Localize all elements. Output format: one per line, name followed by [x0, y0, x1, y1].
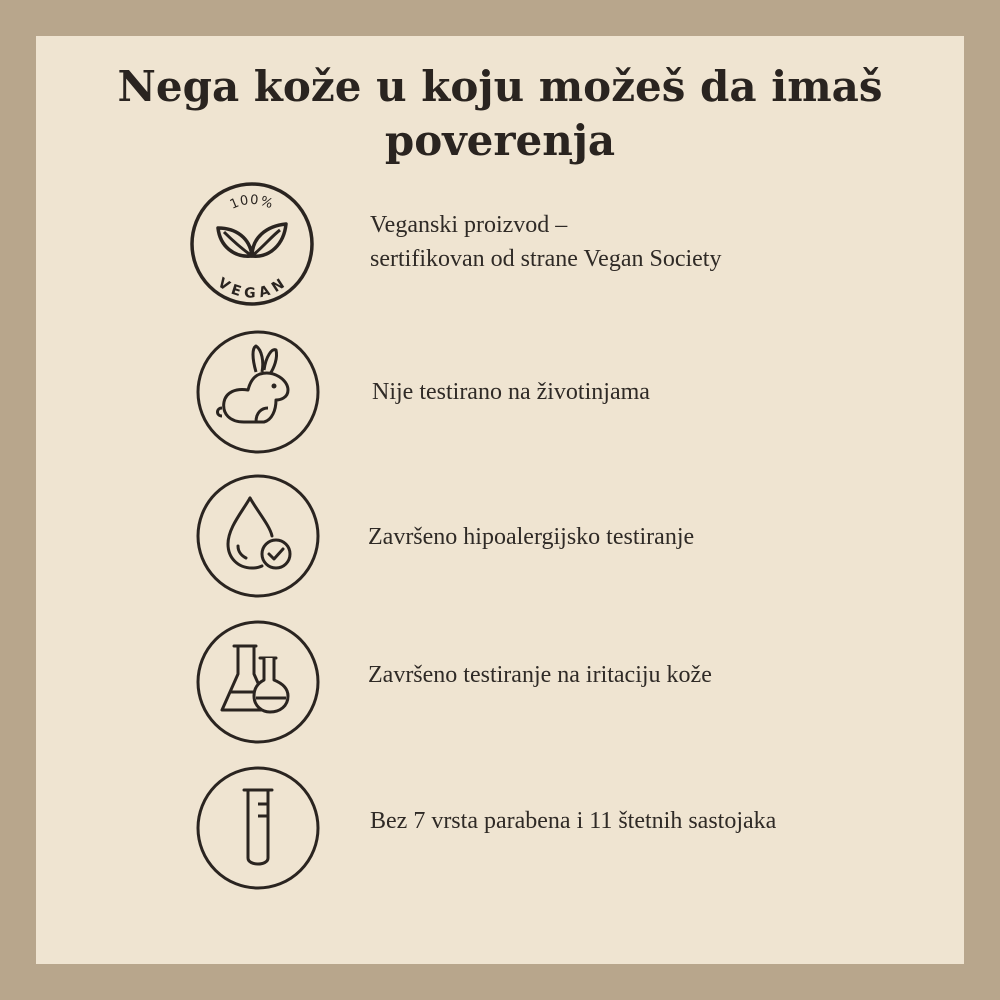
feature-text-vegan	[370, 208, 721, 276]
feature-text-hypoallergenic	[368, 520, 694, 554]
feature-text-cruelty-free	[372, 375, 650, 409]
feature-line: Završeno hipoalergijsko testiranje	[368, 524, 695, 550]
feature-line: Nije testirano na životinjama	[372, 379, 650, 405]
lab-flasks-icon	[194, 618, 322, 746]
test-tube-icon	[194, 764, 322, 892]
badge-bottom-text: VEGAN	[214, 275, 290, 302]
vegan-badge-icon	[188, 180, 316, 308]
rabbit-icon	[194, 328, 322, 456]
title-line-2: poverenja	[384, 116, 616, 165]
feature-line: Bez 7 vrsta parabena i 11 štetnih sastojaka	[370, 808, 777, 834]
droplet-check-icon	[194, 472, 322, 600]
page-title	[0, 60, 1000, 168]
feature-line: sertifikovan od strane Vegan Society	[370, 246, 722, 272]
svg-text:100%	[228, 193, 276, 213]
feature-line: Veganski proizvod –	[370, 212, 568, 238]
feature-text-parabens	[370, 804, 776, 838]
badge-top-text: 100%	[227, 192, 276, 213]
feature-text-skin-irritation	[368, 658, 712, 692]
feature-line: Završeno testiranje na iritaciju kože	[368, 662, 712, 688]
title-line-1: Nega kože u koju možeš da imaš	[117, 62, 883, 111]
